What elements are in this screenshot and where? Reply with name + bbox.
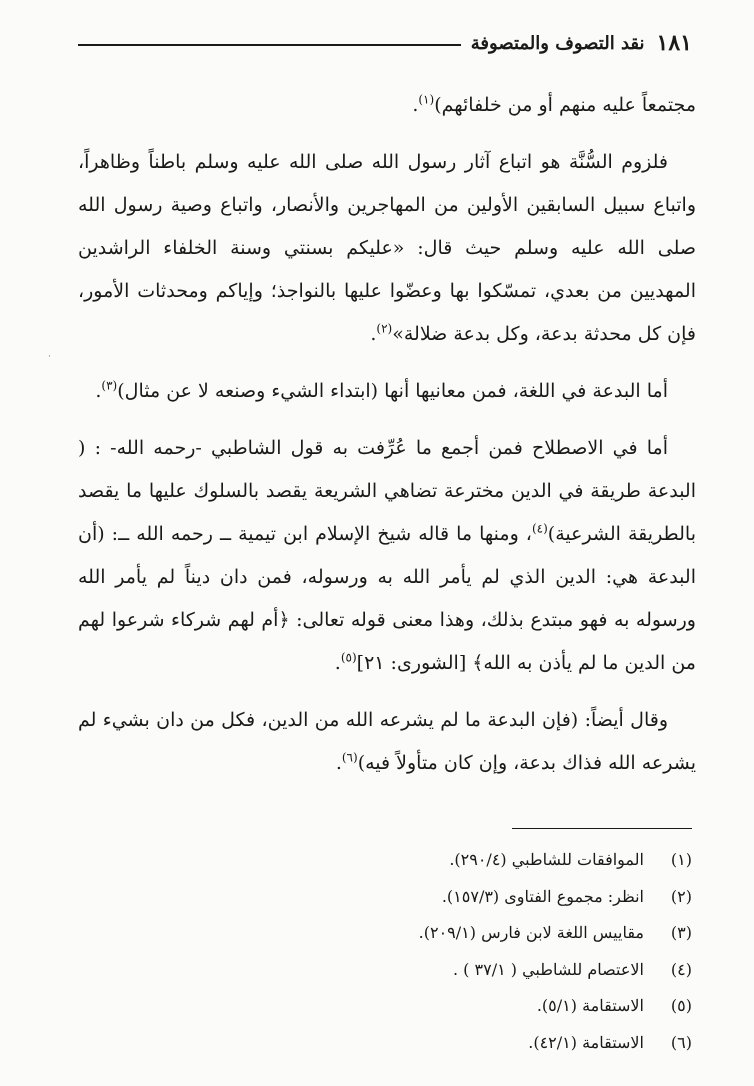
footnote-rule — [512, 828, 692, 829]
footnote-number: (١) — [670, 850, 692, 869]
paragraph-4: أما في الاصطلاح فمن أجمع ما عُرِّفت به قول الشاطبي -رحمه الله- : ( البدعة طريقة في الدين مخترعة تضاهي الشريعة يقصد بالسلوك عليها ما يقصد بالطريقة الشرعية)$^{(٤)}$، ومنها ما قاله شيخ الإسلام ابن تيمية ــ رحمه الله ــ: (أن البدعة هي: الدين الذي لم يأمر الله به ورسوله، فمن دان ديناً لم يأمر الله ورسوله به فهو مبتدع بذلك، وهذا معنى قوله تعالى: ﴿أم لهم شركاء شرعوا لهم من الدين ما لم يأذن به الله﴾ [الشورى: ٢١]$^{(٥)}$. — [78, 437, 697, 674]
footnote-number: (٦) — [670, 1032, 692, 1052]
paragraph-2: فلزوم السُّنَّة هو اتباع آثار رسول الله صلى الله عليه وسلم باطناً وظاهراً، واتباع سبيل السابقين الأولين من المهاجرين والأنصار، واتباع وصية رسول الله صلى الله عليه وسلم حيث قال: «عليكم بسنتي وسنة الخلفاء الراشدين المهديين من بعدي، تمسّكوا بها وعضّوا عليها بالنواجذ؛ وإياكم ومحدثات الأمور، فإن كل محدثة بدعة، وكل بدعة ضلالة»$^{(٢)}$. — [78, 151, 696, 345]
footnote — [150, 842, 692, 879]
footnote — [150, 1025, 692, 1062]
footnote-number: (٣) — [670, 923, 692, 942]
footnote — [150, 879, 692, 916]
footnote — [150, 915, 692, 952]
footnote-text: انظر: مجموع الفتاوى (١٥٧/٣). — [441, 886, 644, 906]
paragraph-1: مجتمعاً عليه منهم أو من خلفائهم)$^{(١)}$. — [412, 92, 696, 116]
footnote-number: (٢) — [670, 886, 692, 906]
footnote-text: الاستقامة (٤٢/١). — [528, 1032, 644, 1052]
running-title: نقد التصوف والمتصوفة — [470, 32, 645, 54]
footnote-number: (٤) — [670, 959, 692, 979]
main-text — [78, 84, 696, 799]
footnote-ref-3: (٣) — [101, 378, 118, 393]
footnote-ref-1: (١) — [418, 92, 435, 107]
paragraph-5: وقال أيضاً: (فإن البدعة ما لم يشرعه الله من الدين، فكل من دان بشيء لم يشرعه الله فذاك بدعة، وإن كان متأولاً فيه)$^{(٦)}$. — [78, 709, 696, 774]
footnote-ref-5: (٥) — [340, 650, 357, 665]
paragraph-3: أما البدعة في اللغة، فمن معانيها أنها (ابتداء الشيء وصنعه لا عن مثال)$^{(٣)}$. — [95, 378, 668, 402]
page-number: ١٨١ — [656, 30, 692, 56]
page-header — [78, 28, 692, 58]
footnote-text: الاستقامة (٥/١). — [536, 996, 644, 1015]
footnote-text: الموافقات للشاطبي (٢٩٠/٤). — [449, 850, 644, 869]
footnote-text: الاعتصام للشاطبي ( ٣٧/١ ) . — [453, 959, 644, 979]
scan-speck: · — [48, 352, 51, 362]
footnote — [150, 988, 692, 1025]
footnote — [150, 952, 692, 989]
footnote-text: مقاييس اللغة لابن فارس (٢٠٩/١). — [418, 923, 644, 942]
footnote-ref-4: (٤) — [531, 521, 548, 536]
header-rule — [78, 44, 461, 46]
footnote-ref-6: (٦) — [341, 750, 358, 765]
footnote-ref-2: (٢) — [376, 321, 393, 336]
footnotes — [150, 842, 692, 1061]
footnote-number: (٥) — [670, 996, 692, 1015]
